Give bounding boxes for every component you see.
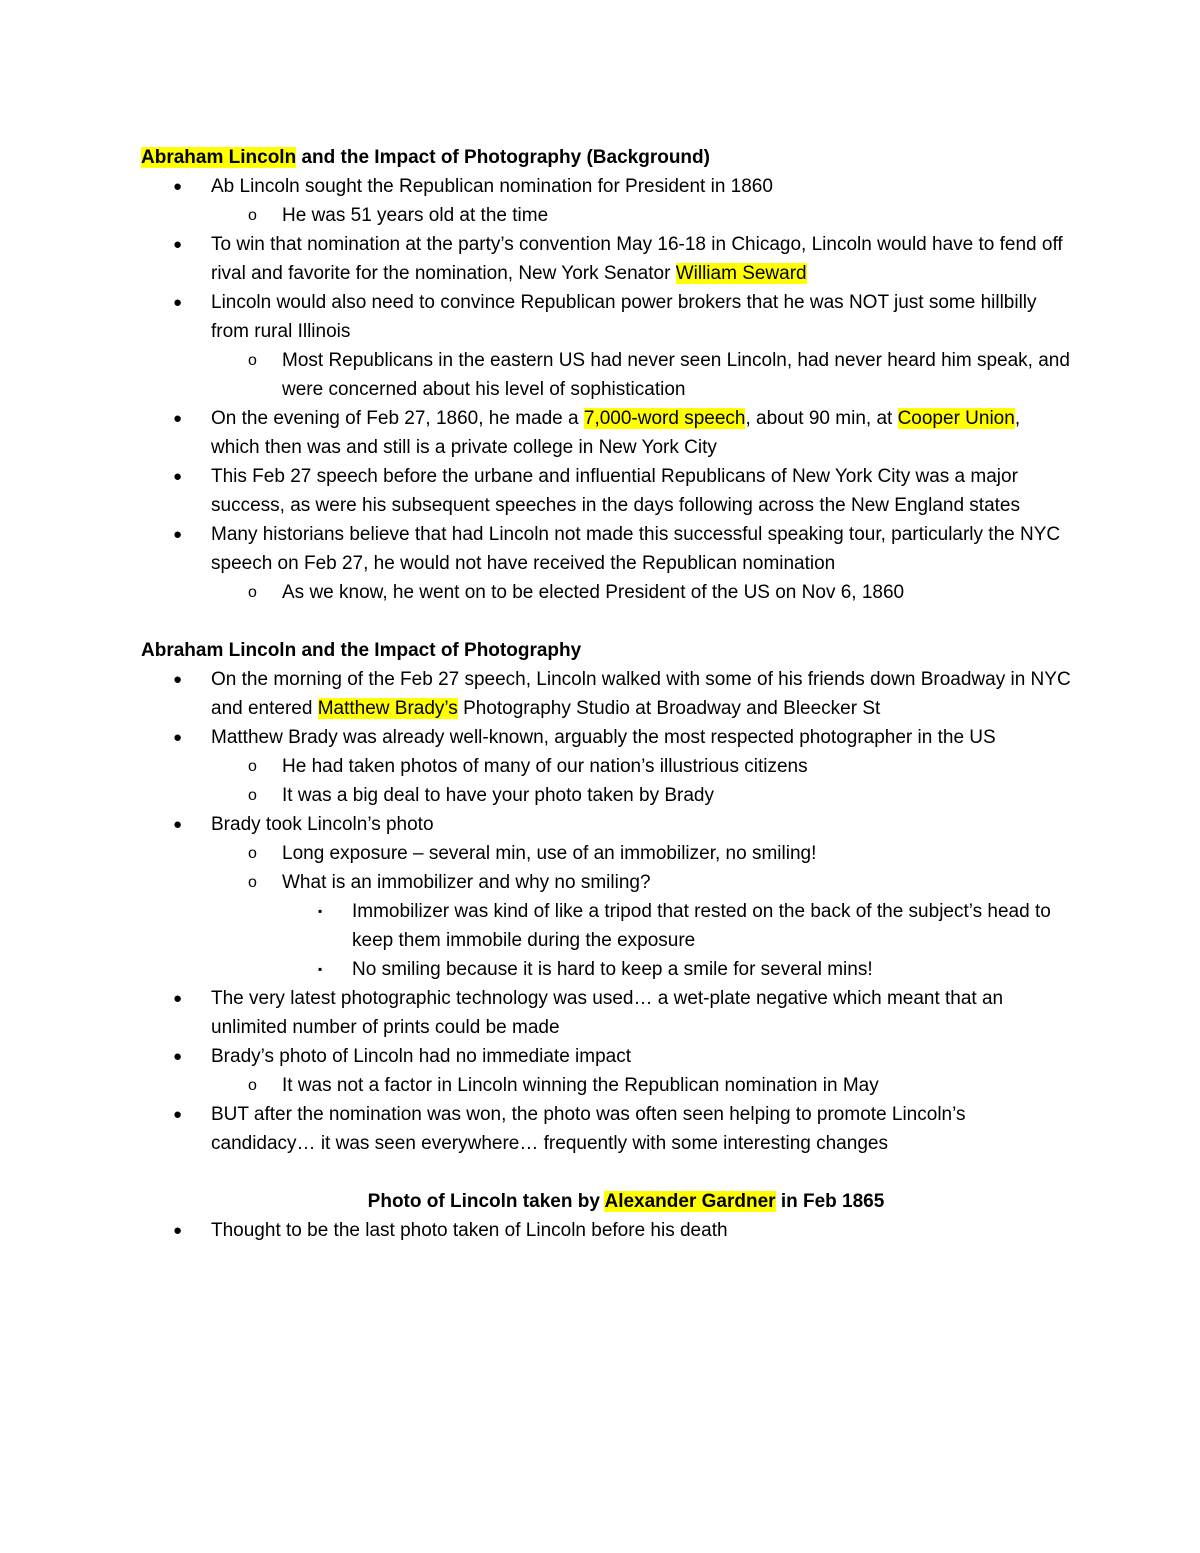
list-item (141, 810, 1071, 839)
highlight-matthew-brady: Matthew Brady’s (317, 698, 458, 719)
document-body (141, 143, 1071, 1245)
list-item-text: On the morning of the Feb 27 speech, Lincoln walked with some of his friends down Broadway in NYC and entered (211, 669, 1071, 719)
list-item-text: No smiling because it is hard to keep a smile for several mins! (352, 959, 873, 980)
sub-sub-list-item (141, 897, 1071, 955)
list-item-text: Photography Studio at Broadway and Bleecker St (457, 698, 881, 719)
list-item-text: Ab Lincoln sought the Republican nomination for President in 1860 (211, 176, 773, 197)
list-item (141, 520, 1071, 578)
list-item-text: Long exposure – several min, use of an immobilizer, no smiling! (282, 843, 817, 864)
square-bullet-icon: ▪ (318, 962, 323, 976)
sub-list-item (141, 346, 1071, 404)
bullet-icon: ● (173, 236, 183, 253)
list-item-text: Brady took Lincoln’s photo (211, 814, 434, 835)
list-item (141, 462, 1071, 520)
bullet-icon: ● (173, 990, 183, 1007)
bullet-icon: ● (173, 1048, 183, 1065)
list-item-text: On the evening of Feb 27, 1860, he made a (211, 408, 584, 429)
heading-text: Photo of Lincoln taken by (367, 1191, 605, 1212)
list-item-text: Thought to be the last photo taken of Lincoln before his death (211, 1220, 728, 1241)
bullet-icon: ● (173, 729, 183, 746)
list-item-text: BUT after the nomination was won, the photo was often seen helping to promote Lincoln’s candidacy… it was seen everywhere… frequently with some interesting changes (211, 1104, 966, 1154)
paragraph-gap (141, 607, 1071, 636)
circle-bullet-icon: o (248, 758, 257, 775)
highlight-alexander-gardner: Alexander Gardner (604, 1191, 776, 1212)
list-item (141, 665, 1071, 723)
bullet-icon: ● (173, 1222, 183, 1239)
highlight-cooper-union: Cooper Union (897, 408, 1015, 429)
circle-bullet-icon: o (248, 874, 257, 891)
sub-list-item (141, 201, 1071, 230)
section-heading-background (141, 143, 1071, 172)
bullet-icon: ● (173, 410, 183, 427)
list-item (141, 404, 1071, 462)
heading-text: and the Impact of Photography (Background) (296, 147, 710, 168)
bullet-icon: ● (173, 671, 183, 688)
sub-list-item (141, 781, 1071, 810)
highlight-william-seward: William Seward (675, 263, 807, 284)
list-item-text: Most Republicans in the eastern US had never seen Lincoln, had never heard him speak, and were concerned about his level of sophistication (282, 350, 1070, 400)
list-item-text: It was not a factor in Lincoln winning the Republican nomination in May (282, 1075, 879, 1096)
highlight-speech: 7,000-word speech (583, 408, 746, 429)
list-item-text: Immobilizer was kind of like a tripod that rested on the back of the subject’s head to keep them immobile during the exposure (352, 901, 1051, 951)
list-item (141, 288, 1071, 346)
sub-sub-list-item (141, 955, 1071, 984)
bullet-icon: ● (173, 526, 183, 543)
list-item-text: Matthew Brady was already well-known, arguably the most respected photographer in the US (211, 727, 996, 748)
list-item-text: To win that nomination at the party’s convention May 16-18 in Chicago, Lincoln would have to fend off rival and favorite for the nomination, New York Senator (211, 234, 1063, 284)
circle-bullet-icon: o (248, 845, 257, 862)
list-item (141, 1100, 1071, 1158)
section-heading-photography: Abraham Lincoln and the Impact of Photography (141, 640, 582, 661)
circle-bullet-icon: o (248, 1077, 257, 1094)
circle-bullet-icon: o (248, 787, 257, 804)
sub-list-item (141, 752, 1071, 781)
list-item-text: , about 90 min, at (745, 408, 898, 429)
sub-list-item (141, 1071, 1071, 1100)
list-item-text: This Feb 27 speech before the urbane and influential Republicans of New York City was a major success, as were his subsequent speeches in the days following across the New England states (211, 466, 1021, 516)
bullet-icon: ● (173, 468, 183, 485)
list-item (141, 723, 1071, 752)
bullet-icon: ● (173, 178, 183, 195)
paragraph-gap (141, 1158, 1071, 1187)
bullet-icon: ● (173, 816, 183, 833)
list-item-text: , which then was and still is a private college in New York City (211, 408, 1021, 458)
list-item-text: Brady’s photo of Lincoln had no immediate impact (211, 1046, 632, 1067)
square-bullet-icon: ▪ (318, 904, 323, 918)
list-item (141, 172, 1071, 201)
bullet-icon: ● (173, 1106, 183, 1123)
circle-bullet-icon: o (248, 207, 257, 224)
list-item (141, 230, 1071, 288)
list-item-text: As we know, he went on to be elected President of the US on Nov 6, 1860 (282, 582, 905, 603)
list-item-text: What is an immobilizer and why no smiling? (282, 872, 651, 893)
list-item (141, 1042, 1071, 1071)
section-heading-gardner (141, 1187, 1071, 1216)
list-item (141, 1216, 1071, 1245)
list-item-text: It was a big deal to have your photo taken by Brady (282, 785, 714, 806)
sub-list-item (141, 839, 1071, 868)
bullet-icon: ● (173, 294, 183, 311)
list-item-text: He was 51 years old at the time (282, 205, 549, 226)
list-item-text: The very latest photographic technology was used… a wet-plate negative which meant that an unlimited number of prints could be made (211, 988, 1004, 1038)
circle-bullet-icon: o (248, 584, 257, 601)
sub-list-item (141, 578, 1071, 607)
list-item-text: Many historians believe that had Lincoln not made this successful speaking tour, particularly the NYC speech on Feb 27, he would not have received the Republican nomination (211, 524, 1061, 574)
circle-bullet-icon: o (248, 352, 257, 369)
list-item-text: Lincoln would also need to convince Republican power brokers that he was NOT just some hillbilly from rural Illinois (211, 292, 1037, 342)
highlight-abraham-lincoln: Abraham Lincoln (141, 147, 297, 168)
list-item (141, 984, 1071, 1042)
sub-list-item (141, 868, 1071, 897)
heading-text: in Feb 1865 (775, 1191, 885, 1212)
list-item-text: He had taken photos of many of our nation’s illustrious citizens (282, 756, 808, 777)
